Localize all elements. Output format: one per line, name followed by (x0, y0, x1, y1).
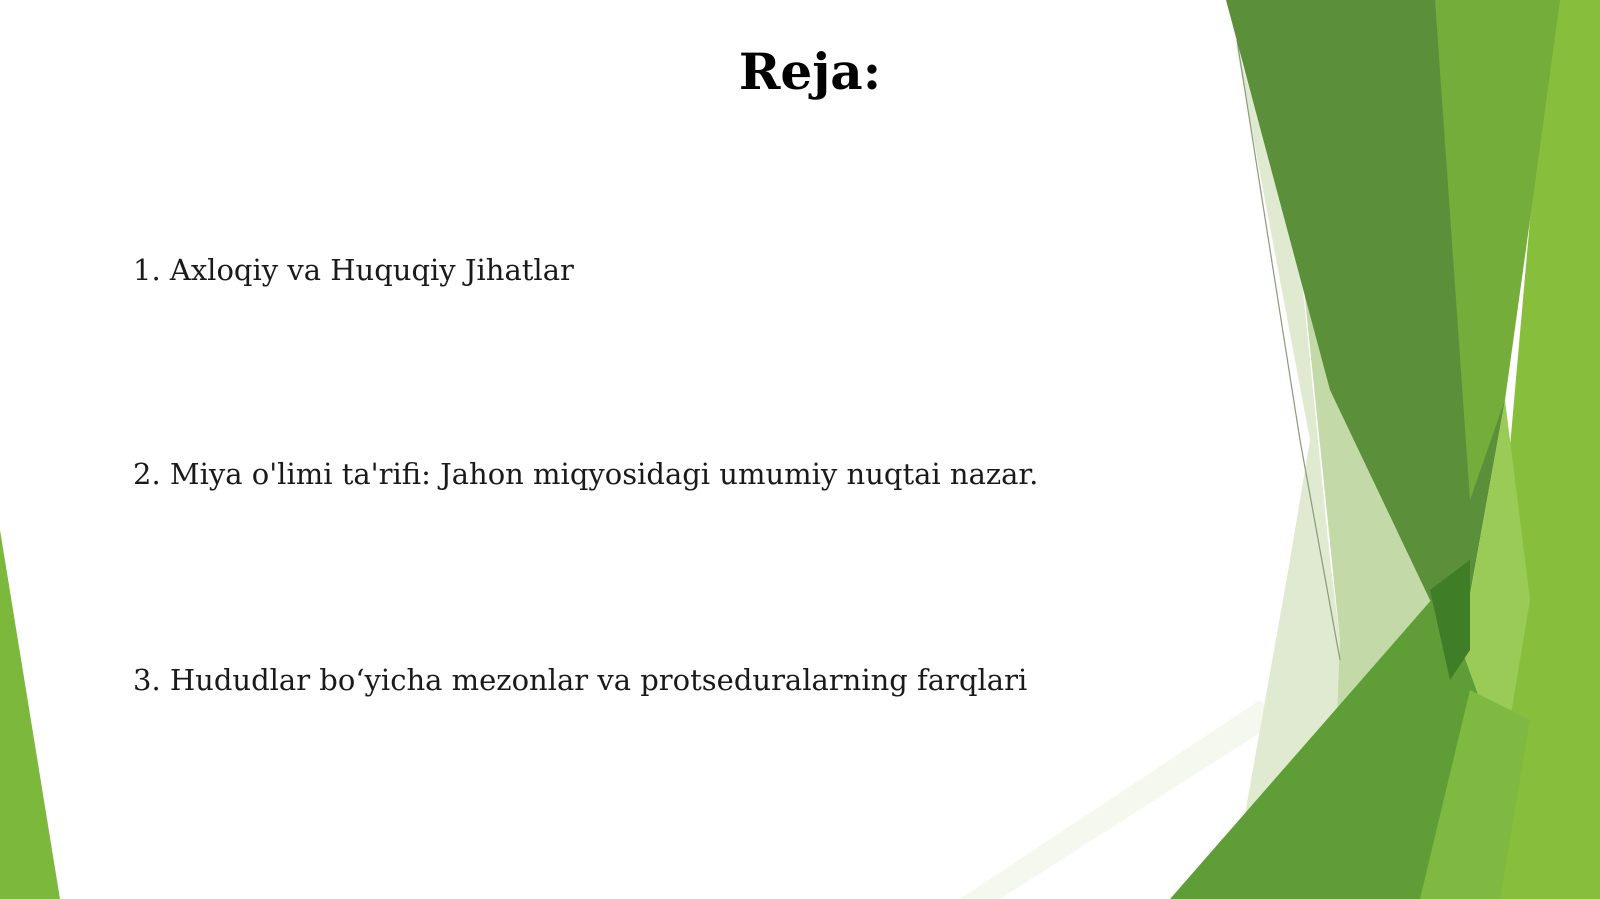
left-green-sliver (0, 530, 60, 899)
slide-title: Reja: (738, 42, 882, 101)
plan-item-3: 3. Hududlar bo‘yicha mezonlar va protseduralarning farqlari (133, 663, 1028, 697)
plan-item-2: 2. Miya o'limi ta'rifi: Jahon miqyosidagi umumiy nuqtai nazar. (133, 457, 1039, 491)
plan-item-1: 1. Axloqiy va Huquqiy Jihatlar (133, 253, 574, 287)
